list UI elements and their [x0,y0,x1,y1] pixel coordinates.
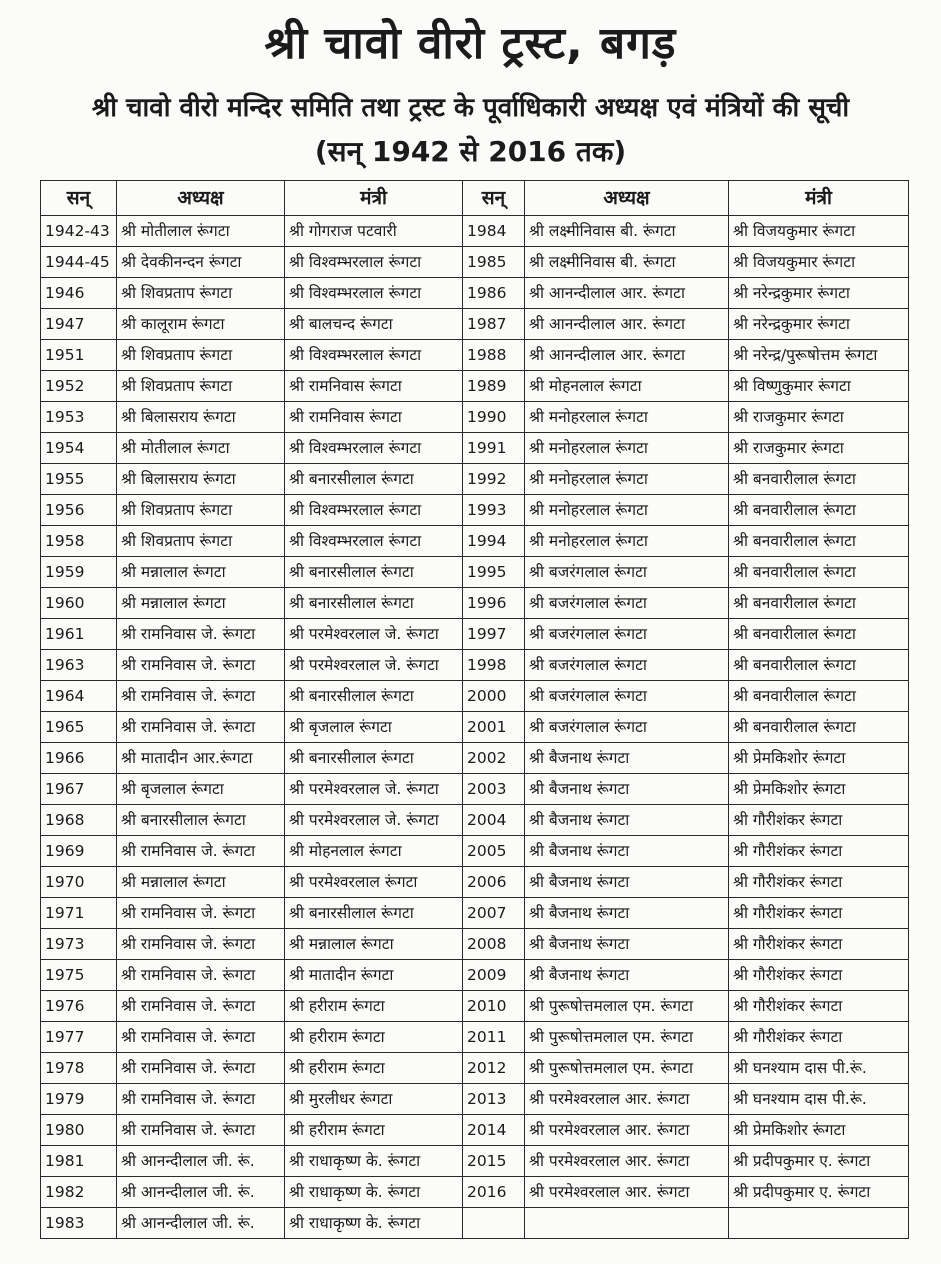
cell-year-right: 1992 [463,464,525,495]
cell-president-left: श्री रामनिवास जे. रूंगटा [117,991,285,1022]
page-title: श्री चावो वीरो ट्रस्ट, बगड़ [264,18,677,69]
table-row [41,743,909,774]
cell-president-left: श्री रामनिवास जे. रूंगटा [117,1022,285,1053]
cell-president-right: श्री लक्ष्मीनिवास बी. रूंगटा [525,216,729,247]
cell-secretary-left: श्री मुरलीधर रूंगटा [285,1084,463,1115]
cell-year-left: 1951 [41,340,117,371]
cell-secretary-right: श्री गौरीशंकर रूंगटा [729,898,909,929]
cell-year-left: 1959 [41,557,117,588]
table-row [41,619,909,650]
col-header-secretary-left: मंत्री [285,181,463,216]
cell-year-left: 1965 [41,712,117,743]
cell-secretary-left: श्री बनारसीलाल रूंगटा [285,898,463,929]
cell-year-right: 1987 [463,309,525,340]
cell-president-right: श्री पुरूषोत्तमलाल एम. रूंगटा [525,1053,729,1084]
cell-president-right: श्री आनन्दीलाल आर. रूंगटा [525,309,729,340]
cell-president-left: श्री रामनिवास जे. रूंगटा [117,650,285,681]
cell-secretary-right: श्री गौरीशंकर रूंगटा [729,836,909,867]
cell-president-left: श्री बनारसीलाल रूंगटा [117,805,285,836]
cell-year-left: 1956 [41,495,117,526]
cell-year-left: 1964 [41,681,117,712]
cell-president-left: श्री मोतीलाल रूंगटा [117,433,285,464]
cell-secretary-left: श्री विश्वम्भरलाल रूंगटा [285,278,463,309]
cell-president-left: श्री कालूराम रूंगटा [117,309,285,340]
cell-year-right: 2012 [463,1053,525,1084]
cell-secretary-right: श्री गौरीशंकर रूंगटा [729,867,909,898]
cell-president-right: श्री बैजनाथ रूंगटा [525,774,729,805]
table-row [41,1208,909,1239]
cell-year-right: 2010 [463,991,525,1022]
cell-secretary-left: श्री परमेश्वरलाल रूंगटा [285,867,463,898]
cell-year-left: 1952 [41,371,117,402]
col-header-president-left: अध्यक्ष [117,181,285,216]
table-row [41,402,909,433]
cell-year-right: 2001 [463,712,525,743]
table-row [41,588,909,619]
table-row [41,216,909,247]
period-range: (सन् 1942 से 2016 तक) [314,135,627,168]
table-row [41,774,909,805]
cell-president-right: श्री बजरंगलाल रूंगटा [525,557,729,588]
cell-secretary-right: श्री घनश्याम दास पी.रूं. [729,1053,909,1084]
col-header-president-right: अध्यक्ष [525,181,729,216]
cell-secretary-right: श्री नरेन्द्रकुमार रूंगटा [729,278,909,309]
cell-year-left: 1960 [41,588,117,619]
cell-president-left: श्री रामनिवास जे. रूंगटा [117,1115,285,1146]
table-row [41,433,909,464]
cell-president-left: श्री मन्नालाल रूंगटा [117,557,285,588]
cell-year-left: 1982 [41,1177,117,1208]
cell-year-right: 1986 [463,278,525,309]
cell-year-left: 1971 [41,898,117,929]
cell-secretary-right: श्री बनवारीलाल रूंगटा [729,495,909,526]
cell-president-left: श्री शिवप्रताप रूंगटा [117,371,285,402]
cell-secretary-left: श्री विश्वम्भरलाल रूंगटा [285,340,463,371]
cell-secretary-right: श्री गौरीशंकर रूंगटा [729,960,909,991]
cell-president-left: श्री रामनिवास जे. रूंगटा [117,898,285,929]
cell-year-left: 1942-43 [41,216,117,247]
table-row [41,309,909,340]
cell-year-right: 1991 [463,433,525,464]
cell-secretary-left: श्री बृजलाल रूंगटा [285,712,463,743]
cell-year-right: 2013 [463,1084,525,1115]
cell-year-left: 1947 [41,309,117,340]
cell-year-right: 2007 [463,898,525,929]
cell-year-left: 1976 [41,991,117,1022]
table-header-row [41,181,909,216]
cell-secretary-left: श्री राधाकृष्ण के. रूंगटा [285,1177,463,1208]
cell-year-left: 1961 [41,619,117,650]
cell-president-right: श्री मनोहरलाल रूंगटा [525,526,729,557]
cell-year-left: 1946 [41,278,117,309]
cell-president-right: श्री बैजनाथ रूंगटा [525,743,729,774]
cell-president-right: श्री बैजनाथ रूंगटा [525,867,729,898]
cell-secretary-right: श्री बनवारीलाल रूंगटा [729,557,909,588]
cell-president-right: श्री लक्ष्मीनिवास बी. रूंगटा [525,247,729,278]
cell-president-left: श्री शिवप्रताप रूंगटा [117,340,285,371]
cell-year-left: 1944-45 [41,247,117,278]
cell-president-left: श्री रामनिवास जे. रूंगटा [117,960,285,991]
cell-president-right: श्री आनन्दीलाल आर. रूंगटा [525,278,729,309]
table-row [41,1115,909,1146]
cell-year-left: 1968 [41,805,117,836]
cell-president-left: श्री रामनिवास जे. रूंगटा [117,1084,285,1115]
table-row [41,681,909,712]
table-row [41,526,909,557]
cell-secretary-right: श्री बनवारीलाल रूंगटा [729,464,909,495]
cell-secretary-left: श्री बनारसीलाल रूंगटा [285,588,463,619]
cell-secretary-right: श्री गौरीशंकर रूंगटा [729,805,909,836]
cell-year-right: 2004 [463,805,525,836]
cell-year-left: 1969 [41,836,117,867]
table-row [41,898,909,929]
table-row [41,464,909,495]
table-row [41,557,909,588]
cell-year-left: 1963 [41,650,117,681]
cell-president-left: श्री बिलासराय रूंगटा [117,464,285,495]
cell-year-right: 2000 [463,681,525,712]
col-header-secretary-right: मंत्री [729,181,909,216]
cell-year-left: 1978 [41,1053,117,1084]
cell-secretary-left: श्री हरीराम रूंगटा [285,991,463,1022]
cell-president-right: श्री मनोहरलाल रूंगटा [525,433,729,464]
cell-year-left: 1953 [41,402,117,433]
cell-year-right: 2015 [463,1146,525,1177]
office-bearers-table [40,180,909,1239]
table-row [41,1084,909,1115]
cell-president-left: श्री बिलासराय रूंगटा [117,402,285,433]
page-subtitle: श्री चावो वीरो मन्दिर समिति तथा ट्रस्ट के पूर्वाधिकारी अध्यक्ष एवं मंत्रियों की सूची [91,93,850,123]
cell-secretary-right: श्री प्रेमकिशोर रूंगटा [729,1115,909,1146]
cell-president-right: श्री बैजनाथ रूंगटा [525,805,729,836]
cell-year-left: 1973 [41,929,117,960]
cell-secretary-left: श्री विश्वम्भरलाल रूंगटा [285,433,463,464]
cell-president-right: श्री परमेश्वरलाल आर. रूंगटा [525,1146,729,1177]
cell-president-left: श्री शिवप्रताप रूंगटा [117,526,285,557]
cell-president-left: श्री मन्नालाल रूंगटा [117,588,285,619]
cell-secretary-right: श्री बनवारीलाल रूंगटा [729,526,909,557]
cell-president-left: श्री रामनिवास जे. रूंगटा [117,681,285,712]
cell-president-left: श्री रामनिवास जे. रूंगटा [117,619,285,650]
cell-year-right: 1995 [463,557,525,588]
cell-secretary-right: श्री प्रेमकिशोर रूंगटा [729,774,909,805]
cell-secretary-left: श्री हरीराम रूंगटा [285,1022,463,1053]
table-body [41,216,909,1239]
cell-secretary-right: श्री बनवारीलाल रूंगटा [729,588,909,619]
cell-secretary-right: श्री बनवारीलाल रूंगटा [729,619,909,650]
cell-year-right: 2006 [463,867,525,898]
table-row [41,1053,909,1084]
cell-year-left: 1975 [41,960,117,991]
cell-year-right [463,1208,525,1239]
cell-secretary-right: श्री बनवारीलाल रूंगटा [729,712,909,743]
cell-secretary-right: श्री नरेन्द्रकुमार रूंगटा [729,309,909,340]
table-row [41,340,909,371]
cell-president-right: श्री बजरंगलाल रूंगटा [525,588,729,619]
cell-secretary-right: श्री प्रदीपकुमार ए. रूंगटा [729,1177,909,1208]
table-row [41,836,909,867]
cell-president-left: श्री शिवप्रताप रूंगटा [117,278,285,309]
cell-year-right: 1988 [463,340,525,371]
table-row [41,278,909,309]
cell-secretary-left: श्री गोगराज पटवारी [285,216,463,247]
cell-secretary-right: श्री विजयकुमार रूंगटा [729,247,909,278]
cell-secretary-right: श्री प्रेमकिशोर रूंगटा [729,743,909,774]
cell-secretary-left: श्री विश्वम्भरलाल रूंगटा [285,247,463,278]
cell-year-left: 1970 [41,867,117,898]
cell-secretary-left: श्री रामनिवास रूंगटा [285,402,463,433]
cell-year-right: 2016 [463,1177,525,1208]
table-row [41,805,909,836]
cell-secretary-right: श्री बनवारीलाल रूंगटा [729,650,909,681]
cell-president-left: श्री मातादीन आर.रूंगटा [117,743,285,774]
cell-secretary-left: श्री परमेश्वरलाल जे. रूंगटा [285,650,463,681]
cell-secretary-left: श्री बनारसीलाल रूंगटा [285,464,463,495]
cell-secretary-left: श्री बनारसीलाल रूंगटा [285,557,463,588]
cell-year-left: 1979 [41,1084,117,1115]
cell-secretary-right: श्री गौरीशंकर रूंगटा [729,929,909,960]
cell-president-right [525,1208,729,1239]
table-row [41,495,909,526]
cell-year-right: 1989 [463,371,525,402]
cell-president-left: श्री रामनिवास जे. रूंगटा [117,712,285,743]
cell-year-right: 1996 [463,588,525,619]
cell-secretary-right: श्री गौरीशंकर रूंगटा [729,1022,909,1053]
cell-year-right: 2008 [463,929,525,960]
col-header-year-right: सन् [463,181,525,216]
cell-secretary-left: श्री परमेश्वरलाल जे. रूंगटा [285,774,463,805]
cell-president-right: श्री बैजनाथ रूंगटा [525,929,729,960]
cell-president-right: श्री बैजनाथ रूंगटा [525,836,729,867]
cell-secretary-left: श्री परमेश्वरलाल जे. रूंगटा [285,805,463,836]
table-row [41,1146,909,1177]
cell-secretary-right [729,1208,909,1239]
cell-secretary-left: श्री हरीराम रूंगटा [285,1115,463,1146]
cell-year-right: 2011 [463,1022,525,1053]
cell-year-left: 1955 [41,464,117,495]
cell-year-right: 2009 [463,960,525,991]
table-row [41,929,909,960]
table-row [41,712,909,743]
cell-president-left: श्री मोतीलाल रूंगटा [117,216,285,247]
cell-president-right: श्री परमेश्वरलाल आर. रूंगटा [525,1084,729,1115]
cell-secretary-left: श्री रामनिवास रूंगटा [285,371,463,402]
cell-president-right: श्री बैजनाथ रूंगटा [525,898,729,929]
cell-president-right: श्री आनन्दीलाल आर. रूंगटा [525,340,729,371]
cell-secretary-right: श्री प्रदीपकुमार ए. रूंगटा [729,1146,909,1177]
cell-year-right: 2014 [463,1115,525,1146]
cell-president-left: श्री रामनिवास जे. रूंगटा [117,929,285,960]
cell-year-right: 1990 [463,402,525,433]
cell-year-left: 1981 [41,1146,117,1177]
cell-president-left: श्री आनन्दीलाल जी. रूं. [117,1177,285,1208]
cell-president-right: श्री मनोहरलाल रूंगटा [525,402,729,433]
cell-year-right: 1985 [463,247,525,278]
cell-president-right: श्री पुरूषोत्तमलाल एम. रूंगटा [525,991,729,1022]
cell-secretary-left: श्री परमेश्वरलाल जे. रूंगटा [285,619,463,650]
cell-president-left: श्री आनन्दीलाल जी. रूं. [117,1146,285,1177]
cell-secretary-left: श्री हरीराम रूंगटा [285,1053,463,1084]
cell-secretary-right: श्री विजयकुमार रूंगटा [729,216,909,247]
cell-president-left: श्री शिवप्रताप रूंगटा [117,495,285,526]
table-row [41,650,909,681]
cell-year-left: 1980 [41,1115,117,1146]
cell-secretary-right: श्री घनश्याम दास पी.रूं. [729,1084,909,1115]
cell-president-right: श्री परमेश्वरलाल आर. रूंगटा [525,1177,729,1208]
cell-president-right: श्री बजरंगलाल रूंगटा [525,650,729,681]
col-header-year-left: सन् [41,181,117,216]
cell-president-right: श्री बजरंगलाल रूंगटा [525,681,729,712]
cell-president-right: श्री बजरंगलाल रूंगटा [525,619,729,650]
cell-secretary-right: श्री राजकुमार रूंगटा [729,402,909,433]
cell-president-right: श्री मनोहरलाल रूंगटा [525,495,729,526]
cell-secretary-right: श्री नरेन्द्र/पुरूषोत्तम रूंगटा [729,340,909,371]
cell-president-right: श्री पुरूषोत्तमलाल एम. रूंगटा [525,1022,729,1053]
cell-secretary-left: श्री मोहनलाल रूंगटा [285,836,463,867]
cell-year-left: 1967 [41,774,117,805]
cell-secretary-left: श्री राधाकृष्ण के. रूंगटा [285,1146,463,1177]
cell-president-left: श्री रामनिवास जे. रूंगटा [117,836,285,867]
cell-president-right: श्री मोहनलाल रूंगटा [525,371,729,402]
cell-secretary-right: श्री राजकुमार रूंगटा [729,433,909,464]
cell-secretary-left: श्री विश्वम्भरलाल रूंगटा [285,526,463,557]
cell-year-right: 2005 [463,836,525,867]
cell-secretary-right: श्री विष्णुकुमार रूंगटा [729,371,909,402]
cell-year-right: 2003 [463,774,525,805]
table-row [41,1177,909,1208]
cell-year-right: 1984 [463,216,525,247]
cell-president-left: श्री मन्नालाल रूंगटा [117,867,285,898]
cell-president-left: श्री देवकीनन्दन रूंगटा [117,247,285,278]
cell-secretary-left: श्री विश्वम्भरलाल रूंगटा [285,495,463,526]
cell-year-left: 1958 [41,526,117,557]
cell-secretary-left: श्री मातादीन रूंगटा [285,960,463,991]
cell-president-right: श्री बैजनाथ रूंगटा [525,960,729,991]
table-row [41,371,909,402]
cell-year-right: 1997 [463,619,525,650]
cell-year-right: 1993 [463,495,525,526]
table-row [41,867,909,898]
cell-year-left: 1983 [41,1208,117,1239]
table-row [41,1022,909,1053]
cell-year-left: 1954 [41,433,117,464]
cell-year-left: 1977 [41,1022,117,1053]
cell-secretary-left: श्री बनारसीलाल रूंगटा [285,681,463,712]
cell-year-right: 1994 [463,526,525,557]
cell-secretary-right: श्री बनवारीलाल रूंगटा [729,681,909,712]
cell-president-left: श्री आनन्दीलाल जी. रूं. [117,1208,285,1239]
cell-secretary-left: श्री बालचन्द रूंगटा [285,309,463,340]
cell-president-right: श्री मनोहरलाल रूंगटा [525,464,729,495]
table-row [41,991,909,1022]
cell-year-right: 2002 [463,743,525,774]
cell-secretary-left: श्री राधाकृष्ण के. रूंगटा [285,1208,463,1239]
cell-president-left: श्री बृजलाल रूंगटा [117,774,285,805]
cell-secretary-right: श्री गौरीशंकर रूंगटा [729,991,909,1022]
cell-year-left: 1966 [41,743,117,774]
cell-year-right: 1998 [463,650,525,681]
cell-president-left: श्री रामनिवास जे. रूंगटा [117,1053,285,1084]
cell-president-right: श्री बजरंगलाल रूंगटा [525,712,729,743]
table-row [41,960,909,991]
cell-secretary-left: श्री मन्नालाल रूंगटा [285,929,463,960]
cell-president-right: श्री परमेश्वरलाल आर. रूंगटा [525,1115,729,1146]
cell-secretary-left: श्री बनारसीलाल रूंगटा [285,743,463,774]
table-row [41,247,909,278]
